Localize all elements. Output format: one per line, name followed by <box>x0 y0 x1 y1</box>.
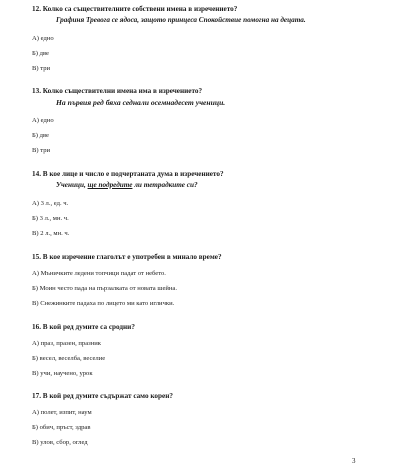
question-17-option-b: Б) обич, пръст, здрав <box>32 424 91 431</box>
question-14-sentence-end: ли тетрадките си? <box>132 181 198 189</box>
question-13-option-b: Б) две <box>32 132 49 139</box>
question-16-title: 16. В кой ред думите са сродни? <box>32 323 135 331</box>
question-17-option-c: В) улов, сбор, оглед <box>32 439 88 446</box>
question-17 <box>32 392 382 447</box>
question-12-option-c: В) три <box>32 65 51 72</box>
question-12-sentence: Графиня Тревога се ядоса, защото принцеса Спокойствие помогна на децата. <box>56 16 306 24</box>
question-13-title: 13. Колко съществителни имена има в изречението? <box>32 87 203 95</box>
question-14-option-a: А) 3 л., ед. ч. <box>32 200 69 207</box>
question-14-option-c: В) 2 л., мн. ч. <box>32 230 70 237</box>
question-13 <box>32 87 382 155</box>
question-16-option-c: В) учи, научено, урок <box>32 370 93 377</box>
question-16-option-a: А) праз, празен, празник <box>32 340 101 347</box>
question-14-option-b: Б) 3 л., мн. ч. <box>32 215 69 222</box>
question-12-option-a: А) едно <box>32 35 54 42</box>
question-12-option-b: Б) две <box>32 50 49 57</box>
question-14-title: 14. В кое лице и число е подчертаната дума в изречението? <box>32 170 224 178</box>
question-12 <box>32 5 382 73</box>
question-14-sentence-start: Ученици, <box>56 181 88 189</box>
question-16 <box>32 323 382 378</box>
question-14 <box>32 170 382 238</box>
question-17-option-a: А) полет, изпит, наум <box>32 409 92 416</box>
question-13-option-a: А) едно <box>32 117 54 124</box>
question-13-sentence: На първия ред бяха седнали осемнадесет ученици. <box>56 98 226 107</box>
question-15-option-a: А) Мъничките ледени топчици падат от небето. <box>32 270 166 277</box>
question-12-title: 12. Колко са съществителните собствени имена в изречението? <box>32 5 238 13</box>
question-15-title: 15. В кое изречение глаголът е употребен в минало време? <box>32 253 222 261</box>
question-16-option-b: Б) весел, веселба, веселие <box>32 355 106 362</box>
question-17-title: 17. В кой ред думите съдържат само корен? <box>32 392 173 400</box>
question-15-option-b: Б) Моин често пада на пързалката от новата шейна. <box>32 285 178 292</box>
question-15-option-c: В) Снежинките падаха по лицето ми като иглички. <box>32 300 175 307</box>
page-number: 3 <box>352 457 356 465</box>
question-15 <box>32 253 382 308</box>
question-13-option-c: В) три <box>32 147 51 154</box>
question-14-sentence <box>56 181 382 190</box>
underlined-word: ще подредите <box>87 181 133 189</box>
